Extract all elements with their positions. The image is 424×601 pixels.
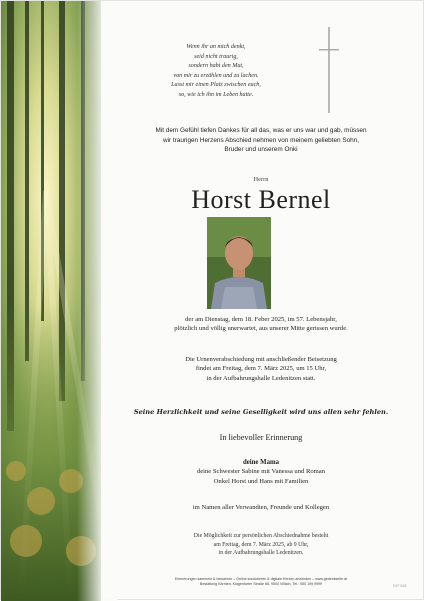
poem-line: seid nicht traurig, xyxy=(194,53,238,60)
memory-heading: In liebevoller Erinnerung xyxy=(219,433,303,442)
portrait-photo xyxy=(207,217,271,309)
quote: Seine Herzlichkeit und seine Geselligkeit wird uns allen sehr fehlen. xyxy=(133,408,389,416)
print-code: EXP 5/25 xyxy=(393,584,407,588)
thanks-line: Bruder und unserem Onki xyxy=(224,146,298,154)
family-mother: deine Mama xyxy=(242,459,280,466)
death-notice xyxy=(105,315,417,334)
farewell-line: Die Möglichkeit zur persönlichen Abschiednahme besteht xyxy=(193,533,329,539)
funeral-line: in der Aufbahrungshalle Ledenitzen statt. xyxy=(206,374,316,382)
farewell-line: in der Aufbahrungshalle Ledenitzen. xyxy=(218,550,304,557)
funeral-line: findet am Freitag, dem 7. März 2025, um 15 Uhr, xyxy=(195,365,327,373)
farewell-line: am Freitag, dem 7. März 2025, ab 9 Uhr, xyxy=(213,541,309,548)
thanks-line: Mit dem Gefühl tiefen Dankes für all das, was er uns war und gab, müssen xyxy=(155,127,367,134)
family-line: Onkel Horst und Hans mit Familien xyxy=(213,477,309,485)
family-list xyxy=(105,458,417,486)
thanks-text xyxy=(105,126,417,155)
deceased-name: Horst Bernel xyxy=(191,185,331,214)
thanks-line: wir traurigen Herzens Abschied nehmen von meinem geliebten Sohn, xyxy=(162,136,360,144)
poem-line: so, wie ich ihn im Leben hatte. xyxy=(178,91,254,98)
farewell-info xyxy=(105,532,417,558)
footer-line: Erinnerungen sammeln & bewahren – Online kondolieren & digitale Kerzen anzünden – www.gedenkseite.at xyxy=(174,577,348,581)
poem-line: Lasst mir einen Platz zwischen euch, xyxy=(171,82,261,89)
salutation: Herrn xyxy=(253,176,269,183)
poem-line: sondern habt den Mut, xyxy=(188,63,244,70)
death-line: der am Dienstag, dem 18. Feber 2025, im 57. Lebensjahr, xyxy=(185,316,337,323)
footer xyxy=(105,577,417,587)
death-line: plötzlich und völlig unerwartet, aus unserer Mitte gerissen wurde. xyxy=(174,325,348,333)
family-line: deine Schwester Sabine mit Vanessa und Roman xyxy=(196,468,326,476)
poem-line: von mir zu erzählen und zu lachen. xyxy=(173,72,259,79)
poem-line: Wenn ihr an mich denkt, xyxy=(186,44,246,50)
cross-icon xyxy=(319,27,339,113)
others-line: im Namen aller Verwandten, Freunde und Kollegen xyxy=(192,504,330,511)
funeral-info xyxy=(105,355,417,383)
funeral-line: Die Urnenverabschiedung mit anschließender Beisetzung xyxy=(185,356,337,363)
poem xyxy=(121,43,311,101)
footer-line: Bestattung Kärnten, Klagenfurter Straße 68, 9500 Villach, Tel.: 050 199 9999 xyxy=(199,582,323,587)
